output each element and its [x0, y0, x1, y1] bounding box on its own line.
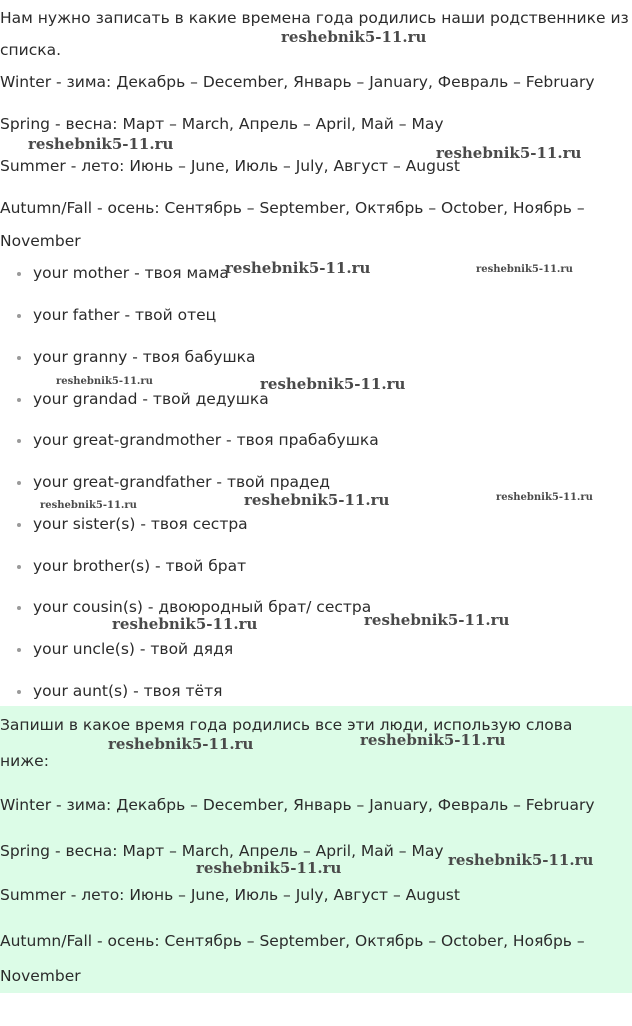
list-item-text: your uncle(s) - твой дядя	[33, 640, 234, 658]
bullet-icon	[17, 523, 21, 527]
watermark: reshebnik5-11.ru	[196, 859, 342, 877]
intro-season-autumn: Autumn/Fall - осень: Сентябрь – September, Октябрь – October, Ноябрь –	[0, 199, 585, 217]
watermark: reshebnik5-11.ru	[448, 851, 594, 869]
list-item-text: your aunt(s) - твоя тётя	[33, 682, 223, 700]
intro-line-1: Нам нужно записать в какие времена года родились наши родственнике из	[0, 9, 629, 27]
watermark: reshebnik5-11.ru	[496, 492, 593, 503]
list-item	[33, 347, 256, 367]
task-line-1: Запиши в какое время года родились все эти люди, использую слова	[0, 716, 573, 734]
bullet-icon	[17, 690, 21, 694]
bullet-icon	[17, 565, 21, 569]
list-item-text: your great-grandfather - твой прадед	[33, 473, 331, 491]
task-season-autumn: Autumn/Fall - осень: Сентябрь – September, Октябрь – October, Ноябрь –	[0, 932, 585, 950]
watermark: reshebnik5-11.ru	[436, 144, 582, 162]
bullet-icon	[17, 398, 21, 402]
bullet-icon	[17, 356, 21, 360]
watermark: reshebnik5-11.ru	[225, 259, 371, 277]
watermark: reshebnik5-11.ru	[56, 376, 153, 387]
list-item	[33, 597, 371, 617]
bullet-icon	[17, 439, 21, 443]
list-item	[33, 430, 379, 450]
list-item	[33, 681, 222, 701]
list-item	[33, 305, 216, 325]
list-item-text: your brother(s) - твой брат	[33, 557, 247, 575]
list-item-text: your grandad - твой дедушка	[33, 390, 269, 408]
bullet-icon	[17, 272, 21, 276]
list-item-text: your cousin(s) - двоюродный брат/ сестра	[33, 598, 372, 616]
watermark: reshebnik5-11.ru	[476, 264, 573, 275]
task-line-2: ниже:	[0, 752, 49, 770]
task-season-spring: Spring - весна: Март – March, Апрель – April, Май – May	[0, 842, 444, 860]
list-item	[33, 639, 233, 659]
watermark: reshebnik5-11.ru	[28, 135, 174, 153]
watermark: reshebnik5-11.ru	[364, 611, 510, 629]
bullet-icon	[17, 314, 21, 318]
list-item-text: your great-grandmother - твоя прабабушка	[33, 431, 379, 449]
watermark: reshebnik5-11.ru	[112, 615, 258, 633]
bullet-icon	[17, 606, 21, 610]
task-season-summer: Summer - лето: Июнь – June, Июль – July, Август – August	[0, 886, 460, 904]
intro-line-2: списка.	[0, 41, 62, 59]
task-season-winter: Winter - зима: Декабрь – December, Январь – January, Февраль – February	[0, 796, 595, 814]
watermark: reshebnik5-11.ru	[244, 491, 390, 509]
watermark: reshebnik5-11.ru	[360, 731, 506, 749]
watermark: reshebnik5-11.ru	[108, 735, 254, 753]
list-item-text: your mother - твоя мама	[33, 264, 229, 282]
list-item-text: your sister(s) - твоя сестра	[33, 515, 248, 533]
intro-season-summer: Summer - лето: Июнь – June, Июль – July, Август – August	[0, 157, 460, 175]
watermark: reshebnik5-11.ru	[260, 375, 406, 393]
task-season-autumn-cont: November	[0, 967, 81, 985]
watermark: reshebnik5-11.ru	[40, 500, 137, 511]
list-item	[33, 472, 330, 492]
bullet-icon	[17, 481, 21, 485]
list-item	[33, 514, 248, 534]
intro-season-spring: Spring - весна: Март – March, Апрель – April, Май – May	[0, 115, 444, 133]
list-item	[33, 263, 229, 283]
list-item	[33, 389, 269, 409]
list-item-text: your granny - твоя бабушка	[33, 348, 256, 366]
intro-season-winter: Winter - зима: Декабрь – December, Январь – January, Февраль – February	[0, 73, 595, 91]
bullet-icon	[17, 648, 21, 652]
watermark: reshebnik5-11.ru	[281, 28, 427, 46]
list-item-text: your father - твой отец	[33, 306, 217, 324]
list-item	[33, 556, 246, 576]
intro-season-autumn-cont: November	[0, 232, 81, 250]
